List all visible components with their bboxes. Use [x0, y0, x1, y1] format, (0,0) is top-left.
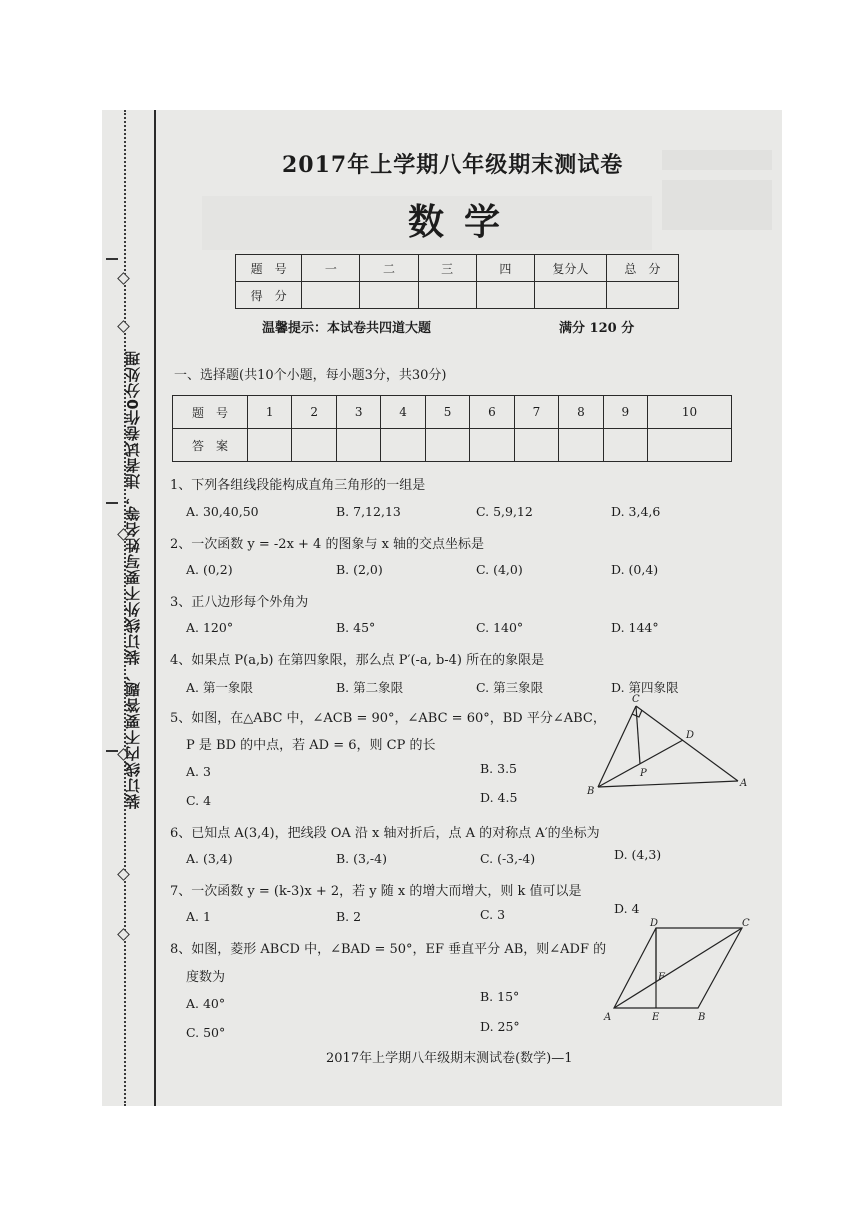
binding-line	[154, 110, 156, 1106]
subject-title: 数学	[408, 202, 521, 243]
page-footer: 2017年上学期八年级期末测试卷(数学)—1	[326, 1051, 573, 1066]
option-c[interactable]: C. 3	[480, 907, 506, 922]
option-c[interactable]: C. 第三象限	[476, 680, 544, 695]
score-cell[interactable]	[418, 282, 476, 309]
score-header-cell: 总 分	[606, 255, 678, 282]
option-c[interactable]: C. 140°	[476, 620, 524, 635]
label-d: D	[686, 730, 695, 741]
section-heading: 一、选择题(共10个小题，每小题3分，共30分)	[174, 368, 447, 383]
option-b[interactable]: B. 2	[336, 909, 362, 924]
option-d[interactable]: D. 4.5	[480, 790, 518, 805]
full-score: 满分 120 分	[559, 321, 635, 336]
score-header-cell: 题 号	[236, 255, 302, 282]
option-b[interactable]: B. 45°	[336, 620, 376, 635]
binding-mark	[117, 320, 130, 333]
score-cell[interactable]	[360, 282, 418, 309]
binding-mark	[117, 272, 130, 285]
binding-mark	[117, 868, 130, 881]
label-b: B	[698, 1012, 706, 1023]
answer-cell[interactable]	[514, 429, 558, 462]
option-b[interactable]: B. (3,-4)	[336, 851, 387, 866]
question-number: 10	[648, 396, 732, 429]
question-number: 9	[603, 396, 647, 429]
label-a: A	[604, 1012, 612, 1023]
option-c[interactable]: C. (-3,-4)	[480, 851, 536, 866]
answer-cell[interactable]	[336, 429, 380, 462]
margin-tick	[106, 258, 118, 260]
answer-cell[interactable]	[470, 429, 514, 462]
label-e: E	[652, 1012, 660, 1023]
answer-cell[interactable]	[381, 429, 425, 462]
option-c[interactable]: C. 5,9,12	[476, 504, 533, 519]
option-a[interactable]: A. 120°	[186, 620, 234, 635]
option-d[interactable]: D. 25°	[480, 1019, 520, 1034]
label-d: D	[650, 918, 659, 929]
bleed-through	[662, 150, 772, 170]
answer-row-label: 答 案	[173, 429, 248, 462]
score-table	[235, 254, 679, 309]
label-p: P	[640, 768, 647, 779]
option-c[interactable]: C. (4,0)	[476, 562, 523, 577]
question-stem: 6、已知点 A(3,4)，把线段 OA 沿 x 轴对折后，点 A 的对称点 A′的坐标为	[170, 826, 600, 841]
label-c: C	[632, 694, 640, 705]
option-c[interactable]: C. 4	[186, 793, 212, 808]
score-row-label: 得 分	[236, 282, 302, 309]
label-f: F	[658, 972, 665, 983]
score-cell[interactable]	[476, 282, 534, 309]
segment-ca	[636, 706, 738, 781]
margin-tick	[106, 502, 118, 504]
option-c[interactable]: C. 50°	[186, 1025, 226, 1040]
answer-cell[interactable]	[248, 429, 292, 462]
question-number: 6	[470, 396, 514, 429]
question-stem: 1、下列各组线段能构成直角三角形的一组是	[170, 478, 426, 493]
score-header-cell: 二	[360, 255, 418, 282]
option-d[interactable]: D. 144°	[611, 620, 659, 635]
option-a[interactable]: A. (0,2)	[186, 562, 233, 577]
question-stem: 3、正八边形每个外角为	[170, 595, 309, 610]
score-cell[interactable]	[302, 282, 360, 309]
question-number: 5	[425, 396, 469, 429]
score-header-cell: 一	[302, 255, 360, 282]
question-number: 8	[559, 396, 603, 429]
question-number: 1	[248, 396, 292, 429]
question-stem: 5、如图，在△ABC 中，∠ACB = 90°，∠ABC = 60°，BD 平分∠ABC，	[170, 711, 606, 726]
exam-title: 2017年上学期八年级期末测试卷	[282, 152, 624, 178]
segment-ac	[614, 928, 742, 1008]
question-number: 4	[381, 396, 425, 429]
segment-cb	[598, 706, 636, 787]
answer-cell[interactable]	[603, 429, 647, 462]
option-a[interactable]: A. 30,40,50	[186, 504, 259, 519]
question-stem: 7、一次函数 y = (k-3)x + 2，若 y 随 x 的增大而增大，则 k 值可以是	[170, 884, 582, 899]
question-stem-continued: P 是 BD 的中点，若 AD = 6，则 CP 的长	[186, 738, 436, 753]
question-number: 2	[292, 396, 336, 429]
binding-mark	[117, 928, 130, 941]
option-d[interactable]: D. 3,4,6	[611, 504, 661, 519]
option-b[interactable]: B. 7,12,13	[336, 504, 401, 519]
question-stem: 4、如果点 P(a,b) 在第四象限，那么点 P′(-a, b-4) 所在的象限是	[170, 653, 545, 668]
question-stem: 8、如图，菱形 ABCD 中，∠BAD = 50°，EF 垂直平分 AB，则∠ADF 的	[170, 942, 607, 957]
answer-cell[interactable]	[559, 429, 603, 462]
score-cell[interactable]	[534, 282, 606, 309]
exam-tip: 温馨提示：本试卷共四道大题	[262, 321, 432, 336]
option-a[interactable]: A. 3	[186, 764, 211, 779]
label-c: C	[742, 918, 750, 929]
option-d[interactable]: D. 4	[614, 901, 640, 916]
option-d[interactable]: D. 第四象限	[611, 680, 679, 695]
option-b[interactable]: B. 3.5	[480, 761, 518, 776]
margin-tick	[106, 750, 118, 752]
label-a: A	[740, 778, 748, 789]
rhombus-figure	[598, 918, 758, 1024]
option-a[interactable]: A. (3,4)	[186, 851, 233, 866]
answer-cell[interactable]	[648, 429, 732, 462]
question-stem: 2、一次函数 y = -2x + 4 的图象与 x 轴的交点坐标是	[170, 537, 485, 552]
score-header-cell: 复分人	[534, 255, 606, 282]
answer-table	[172, 395, 732, 462]
question-number: 3	[336, 396, 380, 429]
binding-notice: 装订线内不要答题、装订线外不要写姓名等，违者试卷作0分处理	[124, 350, 142, 810]
option-b[interactable]: B. (2,0)	[336, 562, 383, 577]
option-a[interactable]: A. 40°	[186, 996, 226, 1011]
option-d[interactable]: D. (4,3)	[614, 847, 662, 862]
option-a[interactable]: A. 第一象限	[186, 680, 253, 695]
option-a[interactable]: A. 1	[186, 909, 211, 924]
label-b: B	[587, 786, 595, 797]
option-d[interactable]: D. (0,4)	[611, 562, 659, 577]
score-cell[interactable]	[606, 282, 678, 309]
bleed-through	[662, 180, 772, 230]
answer-cell[interactable]	[425, 429, 469, 462]
segment-ba	[598, 781, 738, 787]
exam-paper	[102, 110, 782, 1106]
option-b[interactable]: B. 15°	[480, 989, 520, 1004]
question-number: 7	[514, 396, 558, 429]
option-b[interactable]: B. 第二象限	[336, 680, 404, 695]
question-stem-continued: 度数为	[186, 970, 226, 985]
answer-cell[interactable]	[292, 429, 336, 462]
triangle-figure	[582, 692, 762, 802]
score-header-cell: 四	[476, 255, 534, 282]
score-header-cell: 三	[418, 255, 476, 282]
answer-header-label: 题 号	[173, 396, 248, 429]
